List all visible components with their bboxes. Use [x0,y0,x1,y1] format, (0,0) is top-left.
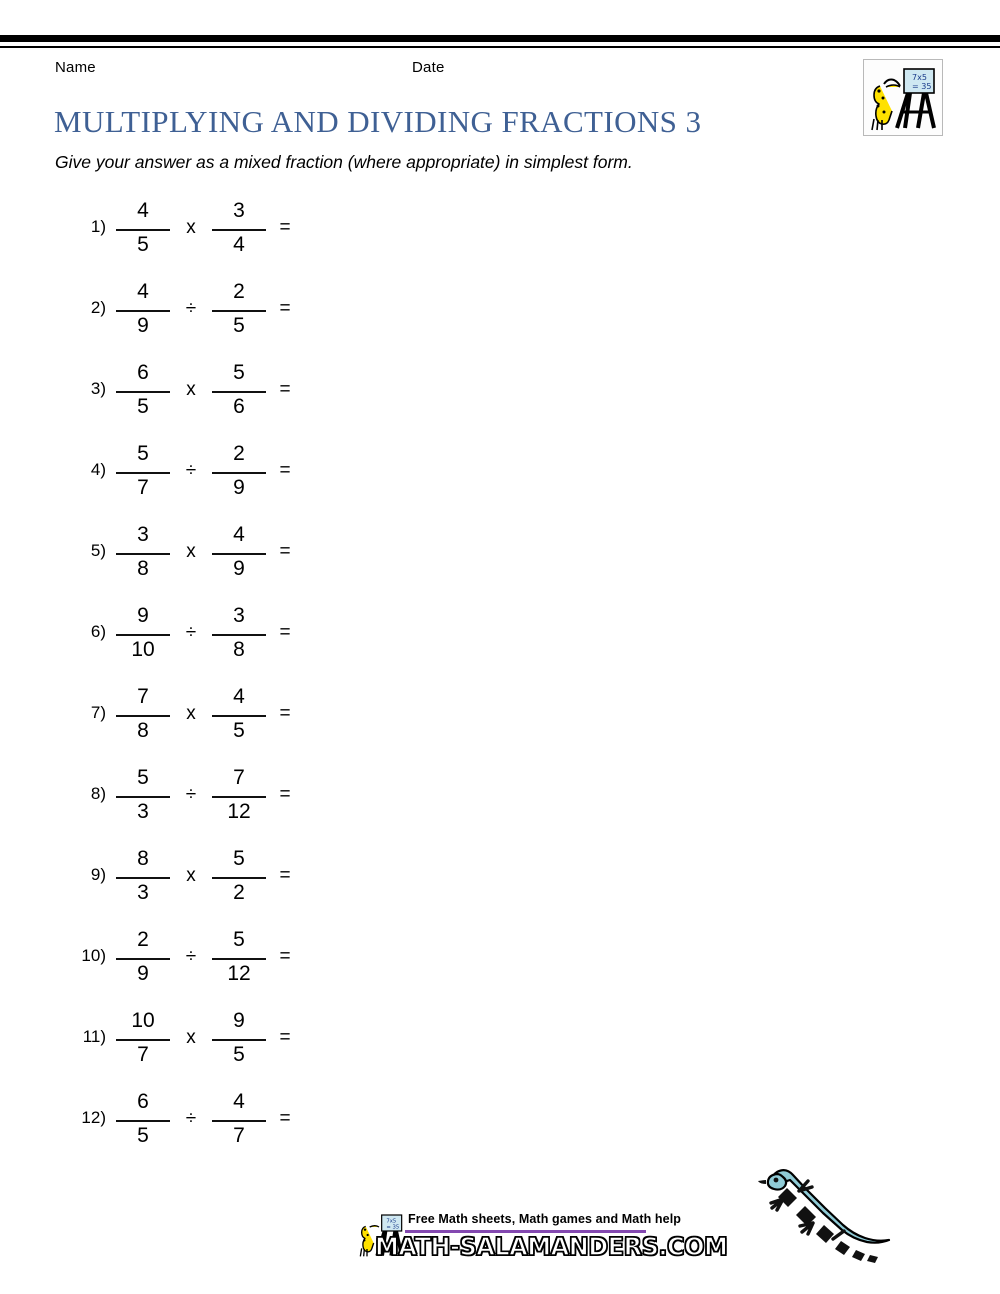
right-denominator: 5 [233,314,245,337]
problem-number: 10) [81,946,106,965]
left-fraction [116,684,170,746]
problem-number: 12) [81,1108,106,1127]
problem-number: 1) [90,217,106,236]
operator-symbol: ÷ [185,298,197,319]
fraction-bar [116,391,170,393]
equals-symbol: = [279,703,291,724]
problem-row [0,846,420,927]
left-numerator: 7 [137,685,149,708]
answer-blank[interactable] [300,617,410,651]
problem-row [0,603,420,684]
date-label: Date [412,59,445,76]
left-fraction [116,846,170,908]
operator-symbol: ÷ [185,784,197,805]
problem-row [0,1089,420,1170]
left-denominator: 9 [137,314,149,337]
left-fraction [116,360,170,422]
answer-blank[interactable] [300,536,410,570]
left-numerator: 6 [137,1090,149,1113]
left-fraction [116,1089,170,1151]
equals-symbol: = [279,298,291,319]
right-denominator: 9 [233,476,245,499]
fraction-bar [212,1120,266,1122]
problem-row [0,441,420,522]
left-fraction [116,441,170,503]
problem-number: 9) [90,865,106,884]
right-fraction [212,684,266,746]
left-denominator: 3 [137,881,149,904]
problem-number: 3) [90,379,106,398]
left-fraction [116,279,170,341]
fraction-bar [116,715,170,717]
problem-row [0,684,420,765]
left-denominator: 7 [137,1043,149,1066]
right-denominator: 5 [233,719,245,742]
right-numerator: 4 [233,685,245,708]
header-rule-thin [0,46,1000,48]
problem-row [0,279,420,360]
footer-tagline: Free Math sheets, Math games and Math help [408,1212,682,1226]
fraction-bar [116,958,170,960]
right-numerator: 7 [233,766,245,789]
right-numerator: 5 [233,928,245,951]
left-denominator: 3 [137,800,149,823]
left-fraction [116,198,170,260]
right-fraction [212,603,266,665]
right-fraction [212,360,266,422]
right-denominator: 9 [233,557,245,580]
fraction-bar [116,229,170,231]
right-fraction [212,1089,266,1151]
fraction-bar [212,796,266,798]
fraction-bar [212,310,266,312]
problem-number: 7) [90,703,106,722]
problem-row [0,927,420,1008]
salamander-icon [757,1157,892,1263]
problem-number: 11) [82,1027,106,1046]
fraction-bar [212,877,266,879]
left-numerator: 3 [137,523,149,546]
right-numerator: 5 [233,847,245,870]
equals-symbol: = [279,379,291,400]
left-denominator: 8 [137,557,149,580]
left-fraction [116,603,170,665]
fraction-bar [116,553,170,555]
salamander-blackboard-icon [863,59,943,136]
left-numerator: 8 [137,847,149,870]
right-fraction [212,441,266,503]
fraction-bar [212,553,266,555]
svg-text:= 35: = 35 [386,1224,400,1231]
problem-list [0,198,420,1170]
problem-row [0,522,420,603]
left-fraction [116,927,170,989]
footer-brand-wordmark: MATH-SALAMANDERS.COM [375,1232,728,1262]
right-denominator: 6 [233,395,245,418]
right-denominator: 5 [233,1043,245,1066]
problem-row [0,198,420,279]
fraction-bar [116,634,170,636]
name-label: Name [55,59,96,76]
fraction-bar [116,877,170,879]
fraction-bar [116,472,170,474]
answer-blank[interactable] [300,941,410,975]
equals-symbol: = [279,622,291,643]
fraction-bar [116,796,170,798]
left-numerator: 9 [137,604,149,627]
operator-symbol: x [186,379,196,400]
right-numerator: 4 [233,1090,245,1113]
left-denominator: 5 [137,1124,149,1147]
left-denominator: 10 [131,638,155,661]
problem-number: 4) [90,460,106,479]
problem-number: 8) [90,784,106,803]
svg-text:7x5: 7x5 [386,1218,397,1225]
problem-number: 6) [90,622,106,641]
equals-symbol: = [279,1108,291,1129]
problem-number: 5) [90,541,106,560]
header-rule-thick [0,35,1000,42]
right-fraction [212,765,266,827]
left-numerator: 2 [137,928,149,951]
right-denominator: 8 [233,638,245,661]
answer-blank[interactable] [300,293,410,327]
site-footer [355,1208,728,1266]
answer-blank[interactable] [300,455,410,489]
answer-blank[interactable] [300,779,410,813]
fraction-bar [212,958,266,960]
problem-row [0,765,420,846]
answer-blank[interactable] [300,860,410,894]
left-denominator: 9 [137,962,149,985]
operator-symbol: x [186,217,196,238]
left-numerator: 4 [137,199,149,222]
problem-row [0,1008,420,1089]
problem-row [0,360,420,441]
fraction-bar [116,1120,170,1122]
right-denominator: 12 [227,962,251,985]
operator-symbol: ÷ [185,946,197,967]
fraction-bar [212,472,266,474]
left-numerator: 4 [137,280,149,303]
answer-blank[interactable] [300,374,410,408]
equals-symbol: = [279,460,291,481]
right-numerator: 5 [233,361,245,384]
fraction-bar [116,1039,170,1041]
right-denominator: 7 [233,1124,245,1147]
right-numerator: 3 [233,604,245,627]
fraction-bar [212,715,266,717]
right-fraction [212,522,266,584]
instruction-text: Give your answer as a mixed fraction (where appropriate) in simplest form. [55,152,633,172]
operator-symbol: x [186,1027,196,1048]
right-fraction [212,198,266,260]
svg-text:7x5: 7x5 [912,73,927,82]
operator-symbol: x [186,541,196,562]
equals-symbol: = [279,217,291,238]
fraction-bar [212,634,266,636]
right-denominator: 2 [233,881,245,904]
right-fraction [212,1008,266,1070]
right-fraction [212,846,266,908]
left-numerator: 6 [137,361,149,384]
right-numerator: 4 [233,523,245,546]
equals-symbol: = [279,946,291,967]
right-numerator: 9 [233,1009,245,1032]
left-fraction [116,522,170,584]
fraction-bar [212,391,266,393]
right-fraction [212,927,266,989]
operator-symbol: x [186,865,196,886]
equals-symbol: = [279,1027,291,1048]
answer-blank[interactable] [300,212,410,246]
problem-number: 2) [90,298,106,317]
fraction-bar [116,310,170,312]
left-denominator: 7 [137,476,149,499]
equals-symbol: = [279,865,291,886]
left-denominator: 8 [137,719,149,742]
svg-text:= 35: = 35 [912,82,932,91]
right-denominator: 12 [227,800,251,823]
fraction-bar [212,229,266,231]
page-title: MULTIPLYING AND DIVIDING FRACTIONS 3 [54,104,702,139]
left-denominator: 5 [137,395,149,418]
right-numerator: 2 [233,280,245,303]
right-fraction [212,279,266,341]
left-denominator: 5 [137,233,149,256]
answer-blank[interactable] [300,1022,410,1056]
fraction-bar [212,1039,266,1041]
operator-symbol: ÷ [185,460,197,481]
left-numerator: 5 [137,442,149,465]
right-numerator: 2 [233,442,245,465]
left-fraction [116,1008,170,1070]
right-denominator: 4 [233,233,245,256]
left-numerator: 5 [137,766,149,789]
answer-blank[interactable] [300,1103,410,1137]
equals-symbol: = [279,541,291,562]
operator-symbol: ÷ [185,1108,197,1129]
equals-symbol: = [279,784,291,805]
operator-symbol: ÷ [185,622,197,643]
operator-symbol: x [186,703,196,724]
left-fraction [116,765,170,827]
left-numerator: 10 [131,1009,155,1032]
answer-blank[interactable] [300,698,410,732]
right-numerator: 3 [233,199,245,222]
